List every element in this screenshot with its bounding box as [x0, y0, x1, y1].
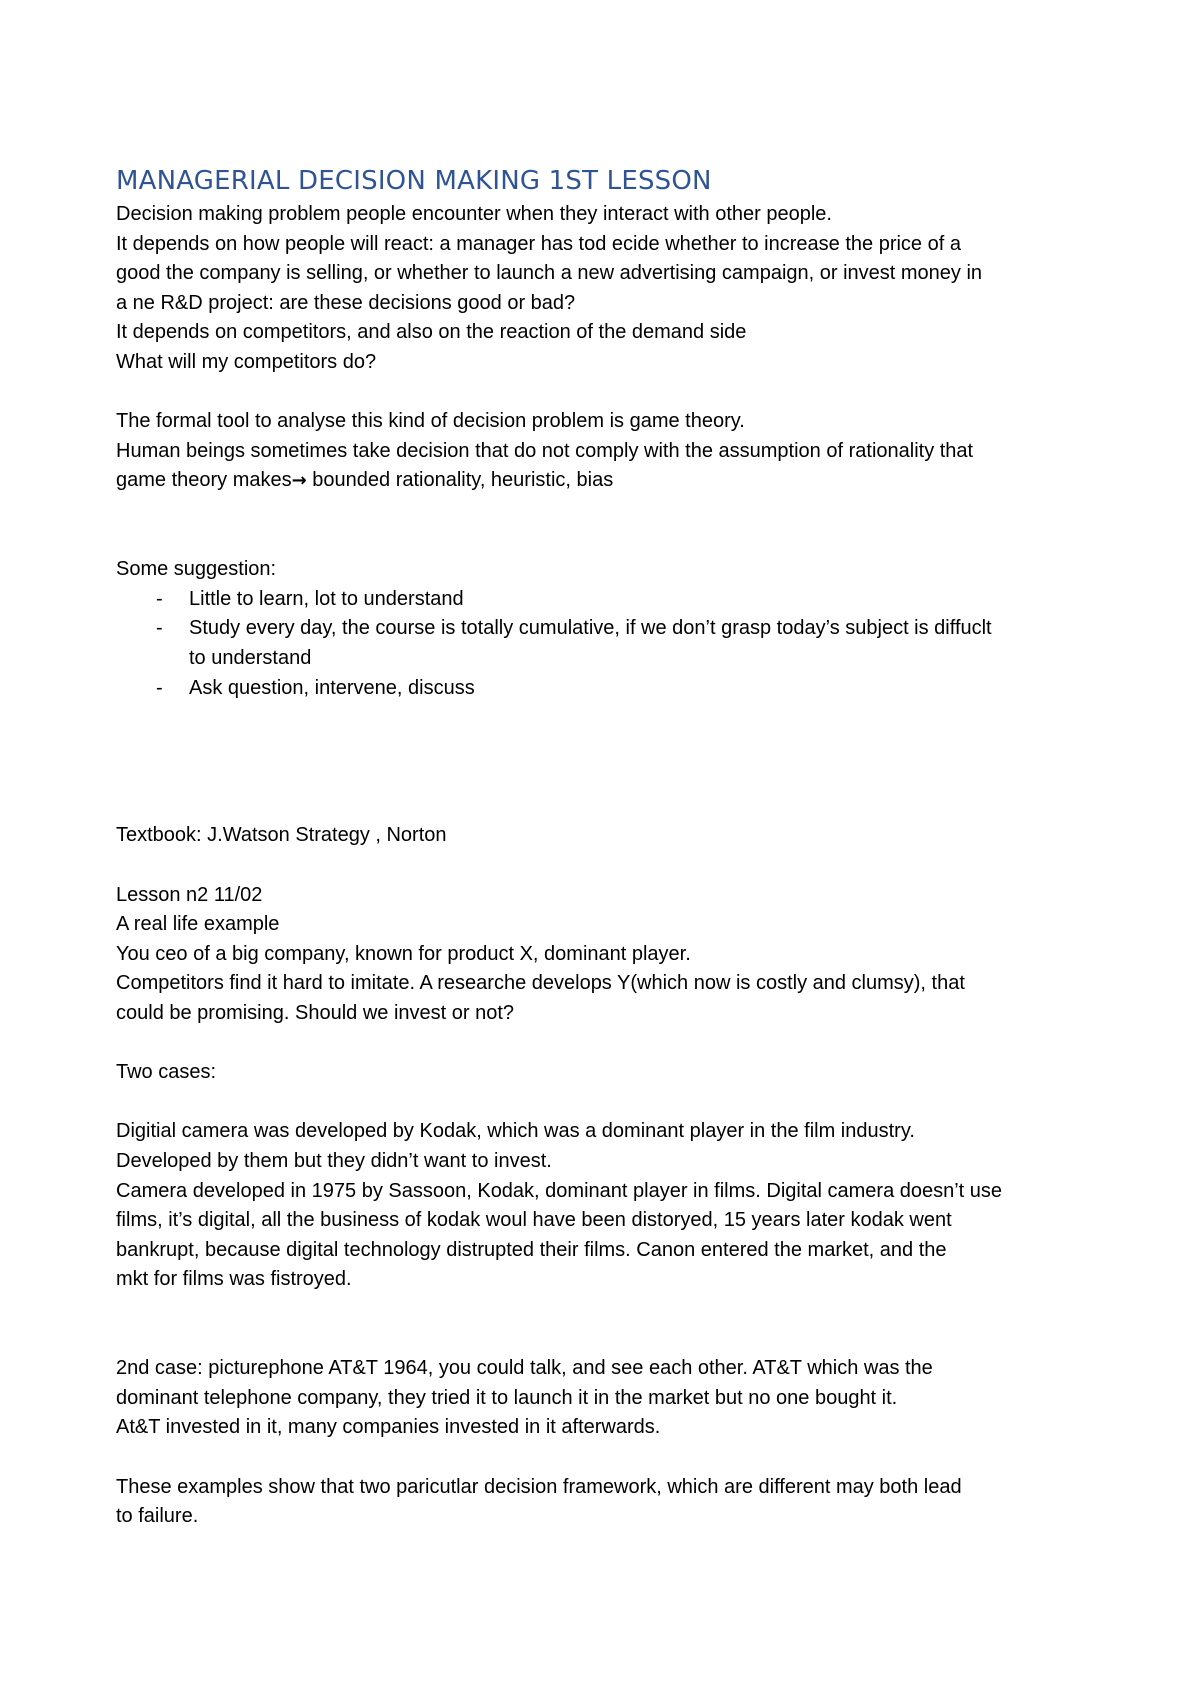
text-line: The formal tool to analyse this kind of decision problem is game theory. [116, 410, 745, 433]
text-fragment: game theory makes [116, 469, 292, 492]
text-fragment: bounded rationality, heuristic, bias [306, 469, 614, 492]
text-line: mkt for films was fistroyed. [116, 1268, 352, 1291]
text-line: to failure. [116, 1505, 199, 1528]
text-line: These examples show that two paricutlar decision framework, which are different may both lead [116, 1475, 962, 1498]
text-line: Camera developed in 1975 by Sassoon, Kodak, dominant player in films. Digital camera doesn’t use [116, 1179, 1003, 1202]
blank-lines [116, 1295, 1101, 1354]
blank-lines [116, 496, 1101, 555]
text-line: A real life example [116, 913, 280, 936]
blank-line [116, 378, 1101, 408]
text-line [116, 466, 1101, 496]
text-line: Human beings sometimes take decision that do not comply with the assumption of rationality that [116, 439, 974, 462]
conclusion-paragraph [116, 1473, 1101, 1532]
blank-line [116, 1088, 1101, 1118]
dash-bullet: - [156, 587, 163, 610]
text-line: Decision making problem people encounter when they interact with other people. [116, 203, 832, 225]
text-line: Competitors find it hard to imitate. A researche develops Y(which now is costly and clumsy), that [116, 972, 965, 995]
text-line: 2nd case: picturephone AT&T 1964, you could talk, and see each other. AT&T which was the [116, 1357, 933, 1380]
suggestion-list [116, 585, 1101, 703]
dash-bullet: - [156, 676, 163, 699]
list-item [116, 614, 1101, 673]
blank-lines [116, 703, 1101, 821]
text-line: bankrupt, because digital technology distrupted their films. Canon entered the market, and the [116, 1238, 947, 1261]
intro-paragraph [116, 200, 1101, 378]
list-item-text: Study every day, the course is totally cumulative, if we don’t grasp today’s subject is diffuclt [189, 617, 992, 640]
text-line: What will my competitors do? [116, 350, 377, 373]
text-line: dominant telephone company, they tried it to launch it in the market but no one bought it. [116, 1386, 898, 1409]
page-title: MANAGERIAL DECISION MAKING 1ST LESSON [116, 166, 712, 196]
blank-line [116, 851, 1101, 881]
text-line: a ne R&D project: are these decisions good or bad? [116, 291, 576, 314]
blank-line [116, 1443, 1101, 1473]
text-line: good the company is selling, or whether to launch a new advertising campaign, or invest money in [116, 262, 983, 285]
text-line: could be promising. Should we invest or not? [116, 1002, 515, 1025]
suggestion-heading: Some suggestion: [116, 558, 277, 581]
list-item-text: Little to learn, lot to understand [189, 587, 464, 610]
list-item-text: to understand [189, 646, 312, 669]
text-line: Lesson n2 11/02 [116, 883, 263, 906]
document-body [116, 163, 1101, 1532]
text-line: films, it’s digital, all the business of kodak woul have been distoryed, 15 years later kodak went [116, 1209, 952, 1232]
list-item [116, 585, 1101, 615]
theory-paragraph [116, 407, 1101, 496]
arrow-right-icon: → [291, 470, 307, 492]
text-line: Digitial camera was developed by Kodak, which was a dominant player in the film industry. [116, 1120, 915, 1143]
text-line: You ceo of a big company, known for product X, dominant player. [116, 942, 691, 965]
two-cases-heading: Two cases: [116, 1061, 217, 1084]
list-item-text: Ask question, intervene, discuss [189, 676, 475, 699]
lesson2-paragraph [116, 881, 1101, 1029]
blank-line [116, 1029, 1101, 1059]
text-line: At&T invested in it, many companies invested in it afterwards. [116, 1416, 661, 1439]
text-line: Developed by them but they didn’t want to invest. [116, 1150, 552, 1173]
list-item [116, 674, 1101, 704]
dash-bullet: - [156, 617, 163, 640]
text-line: It depends on competitors, and also on the reaction of the demand side [116, 321, 747, 344]
textbook-reference: Textbook: J.Watson Strategy , Norton [116, 824, 447, 847]
kodak-paragraph [116, 1117, 1101, 1295]
suggestions-section [116, 555, 1101, 703]
text-line: It depends on how people will react: a manager has tod ecide whether to increase the price of a [116, 232, 961, 255]
att-paragraph [116, 1354, 1101, 1443]
